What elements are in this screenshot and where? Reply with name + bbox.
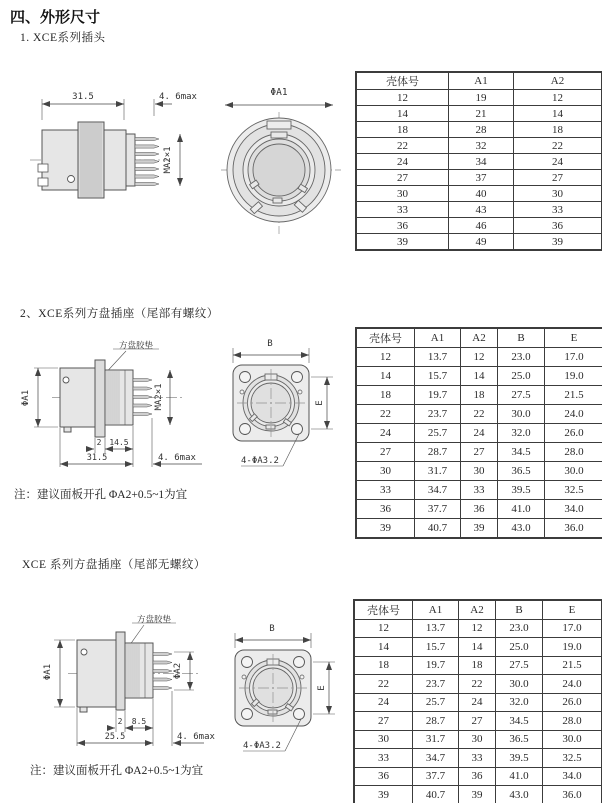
table-cell: 14 [356,106,449,122]
tail-dim-label: 4. 6max [159,92,197,102]
table-cell: 12 [461,348,498,367]
table-cell: 19.0 [543,638,602,657]
plug-body [38,122,135,198]
column-header: E [545,328,602,348]
table-cell: 36 [514,218,602,234]
section2-heading: 2、XCE系列方盘插座（尾部有螺纹） [20,308,219,320]
table-cell: 36 [356,218,449,234]
table-cell: 26.0 [545,424,602,443]
table-cell: 33 [461,481,498,500]
contact-pins [133,379,152,416]
table-row [356,154,602,170]
table-cell: 36.5 [496,730,543,749]
total-length-label: 25.5 [104,732,126,742]
holes-label: 4-ΦA3.2 [241,456,279,466]
table-cell: 28.7 [415,443,461,462]
flange-height-label: E [317,685,327,691]
table-cell: 21 [449,106,514,122]
table-cell: 28 [449,122,514,138]
table-row [354,675,602,694]
section2-note: 注：建议面板开孔 ΦA2+0.5~1为宜 [14,489,188,501]
column-header: 壳体号 [354,600,413,619]
dia1-label: ΦA1 [43,663,53,681]
thread-label: MA2×1 [154,383,164,411]
table-cell: 18 [356,122,449,138]
table-cell: 40.7 [415,519,461,539]
table-row [356,90,602,106]
table-cell: 32.5 [545,481,602,500]
table-cell: 34 [449,154,514,170]
table-cell: 24 [461,424,498,443]
table-cell: 30 [514,186,602,202]
table-cell: 24 [514,154,602,170]
table-cell: 36 [356,500,415,519]
table-cell: 17.0 [545,348,602,367]
front-dia-label: ΦA1 [270,87,288,98]
table-cell: 32.0 [496,693,543,712]
table-cell: 39 [514,234,602,251]
table-row [356,218,602,234]
table-cell: 28.7 [413,712,459,731]
rear-length-label: 8.5 [131,717,147,726]
socket-threaded-dimension-table [355,327,602,539]
table-cell: 27 [461,443,498,462]
table-cell: 14 [356,367,415,386]
table-row [354,712,602,731]
table-row [356,367,602,386]
table-cell: 34.0 [545,500,602,519]
table-cell: 18 [354,656,413,675]
table-row [356,462,602,481]
table-cell: 21.5 [545,386,602,405]
table-cell: 13.7 [413,619,459,638]
table-cell: 22 [354,675,413,694]
table-cell: 41.0 [498,500,545,519]
table-cell: 22 [459,675,496,694]
table-cell: 32.5 [543,749,602,768]
table-row [356,405,602,424]
table-cell: 36 [459,767,496,786]
socket-body [60,360,133,437]
table-cell: 28.0 [545,443,602,462]
tail-length-label: 4. 6max [177,732,215,742]
table-cell: 14 [514,106,602,122]
page-title: 四、外形尺寸 [10,9,101,26]
table-cell: 30 [354,730,413,749]
table-cell: 40 [449,186,514,202]
column-header: B [496,600,543,619]
table-row [356,106,602,122]
contact-pins [135,137,159,185]
body-hole-detail [68,176,75,183]
plug-side-view-drawing [18,86,213,232]
table-cell: 30.0 [545,462,602,481]
table-cell: 33 [459,749,496,768]
socket-threaded-side-view-drawing [12,328,212,486]
table-cell: 25.7 [413,693,459,712]
table-cell: 19.7 [413,656,459,675]
table-cell: 23.7 [415,405,461,424]
table-cell: 37.7 [415,500,461,519]
table-cell: 40.7 [413,786,459,803]
column-header: 壳体号 [356,328,415,348]
table-row [356,170,602,186]
table-row [354,638,602,657]
table-row [354,619,602,638]
table-cell: 17.0 [543,619,602,638]
table-row [354,786,602,803]
table-row [356,424,602,443]
table-row [356,122,602,138]
table-cell: 15.7 [415,367,461,386]
table-cell: 36.0 [545,519,602,539]
gasket-label: 方盘胶垫 [136,614,172,624]
table-cell: 39 [354,786,413,803]
table-cell: 36 [354,767,413,786]
table-cell: 13.7 [415,348,461,367]
table-cell: 33 [356,202,449,218]
table-cell: 24 [356,154,449,170]
table-cell: 43 [449,202,514,218]
table-cell: 25.0 [496,638,543,657]
table-cell: 12 [356,348,415,367]
table-cell: 24.0 [543,675,602,694]
table-cell: 24 [354,693,413,712]
table-cell: 39 [459,786,496,803]
column-header: A1 [449,72,514,90]
table-cell: 22 [514,138,602,154]
table-cell: 19.7 [415,386,461,405]
dia1-label: ΦA1 [21,389,31,407]
table-cell: 14 [459,638,496,657]
table-cell: 32 [449,138,514,154]
table-cell: 19 [449,90,514,106]
table-cell: 18 [461,386,498,405]
column-header: A2 [514,72,602,90]
table-cell: 41.0 [496,767,543,786]
table-row [356,500,602,519]
table-cell: 34.7 [413,749,459,768]
table-cell: 25.0 [498,367,545,386]
table-cell: 14 [461,367,498,386]
section1-heading: 1. XCE系列插头 [20,32,106,44]
table-cell: 30.0 [543,730,602,749]
flange-thickness-label: 2 [96,438,102,447]
table-row [356,202,602,218]
table-cell: 19.0 [545,367,602,386]
section3-heading: XCE 系列方盘插座（尾部无螺纹） [22,559,206,571]
section3-note: 注：建议面板开孔 ΦA2+0.5~1为宜 [30,765,204,777]
column-header: A1 [413,600,459,619]
table-cell: 39 [356,234,449,251]
table-header-row [356,72,602,90]
flange-width-label: B [269,624,275,634]
table-cell: 12 [459,619,496,638]
table-cell: 30 [356,186,449,202]
flange-width-label: B [267,339,273,349]
tail-length-label: 4. 6max [158,453,196,463]
table-cell: 12 [514,90,602,106]
table-header-row [356,328,602,348]
table-cell: 27.5 [498,386,545,405]
table-cell: 26.0 [543,693,602,712]
flange-front-view-drawing-2 [215,618,355,780]
table-cell: 24.0 [545,405,602,424]
column-header: A2 [461,328,498,348]
dia2-label: ΦA2 [173,662,183,680]
table-cell: 28.0 [543,712,602,731]
column-header: B [498,328,545,348]
table-cell: 22 [356,138,449,154]
table-cell: 39 [461,519,498,539]
column-header: A1 [415,328,461,348]
table-row [356,348,602,367]
table-cell: 31.7 [413,730,459,749]
dimension-B [233,339,309,363]
table-cell: 18 [356,386,415,405]
column-header: A2 [459,600,496,619]
table-row [356,138,602,154]
plug-face-rings [227,118,331,222]
table-cell: 34.5 [496,712,543,731]
table-cell: 39.5 [496,749,543,768]
rear-length-label: 14.5 [109,438,129,447]
column-header: 壳体号 [356,72,449,90]
table-cell: 18 [514,122,602,138]
table-row [356,186,602,202]
socket-unthreaded-dimension-table [353,599,602,803]
dimension-E [311,377,333,429]
dimension-E [313,662,335,714]
table-cell: 27 [356,170,449,186]
table-cell: 24 [459,693,496,712]
flange-front-view-drawing [213,333,353,495]
table-cell: 22 [461,405,498,424]
table-cell: 36 [461,500,498,519]
table-row [354,693,602,712]
gasket-label: 方盘胶垫 [118,340,154,350]
table-cell: 23.0 [498,348,545,367]
table-row [356,519,602,539]
holes-label: 4-ΦA3.2 [243,741,281,751]
table-cell: 23.7 [413,675,459,694]
table-cell: 27.5 [496,656,543,675]
table-cell: 36.0 [543,786,602,803]
table-cell: 24 [356,424,415,443]
dimension-thread [163,134,180,186]
dimension-31-5 [42,92,124,120]
table-cell: 39 [356,519,415,539]
table-cell: 31.7 [415,462,461,481]
table-cell: 30.0 [498,405,545,424]
table-cell: 22 [356,405,415,424]
thread-dim-label: MA2×1 [163,146,173,174]
table-row [354,749,602,768]
dimension-tail [154,92,198,116]
table-cell: 34.7 [415,481,461,500]
table-cell: 49 [449,234,514,251]
table-cell: 12 [354,619,413,638]
table-cell: 34.5 [498,443,545,462]
table-cell: 30 [461,462,498,481]
table-row [354,656,602,675]
dimension-front-dia [225,87,333,105]
table-row [356,234,602,251]
dimension-B [235,624,311,648]
socket-body [77,632,153,712]
table-cell: 30.0 [496,675,543,694]
table-cell: 36.5 [498,462,545,481]
table-cell: 15.7 [413,638,459,657]
column-header: E [543,600,602,619]
table-cell: 30 [459,730,496,749]
table-header-row [354,600,602,619]
table-cell: 33 [356,481,415,500]
contact-pins [153,653,172,690]
table-cell: 37.7 [413,767,459,786]
table-cell: 46 [449,218,514,234]
table-cell: 18 [459,656,496,675]
table-cell: 32.0 [498,424,545,443]
table-cell: 27 [514,170,602,186]
table-cell: 39.5 [498,481,545,500]
flange-thickness-label: 2 [117,717,123,726]
table-cell: 21.5 [543,656,602,675]
socket-unthreaded-side-view-drawing [12,610,215,775]
table-cell: 34.0 [543,767,602,786]
table-row [354,730,602,749]
table-cell: 43.0 [496,786,543,803]
plug-dimension-table [355,71,602,251]
table-cell: 23.0 [496,619,543,638]
table-cell: 43.0 [498,519,545,539]
table-row [356,443,602,462]
table-row [356,481,602,500]
flange-height-label: E [315,400,325,406]
table-cell: 27 [354,712,413,731]
total-length-label: 31.5 [86,453,108,463]
plug-front-view-drawing [213,82,353,238]
table-cell: 12 [356,90,449,106]
table-cell: 25.7 [415,424,461,443]
table-cell: 33 [354,749,413,768]
table-row [356,386,602,405]
table-cell: 14 [354,638,413,657]
table-cell: 37 [449,170,514,186]
dimension-dia2 [173,652,194,690]
length-dim-label: 31.5 [72,92,94,102]
table-cell: 30 [356,462,415,481]
table-cell: 27 [356,443,415,462]
table-cell: 27 [459,712,496,731]
table-cell: 33 [514,202,602,218]
table-row [354,767,602,786]
